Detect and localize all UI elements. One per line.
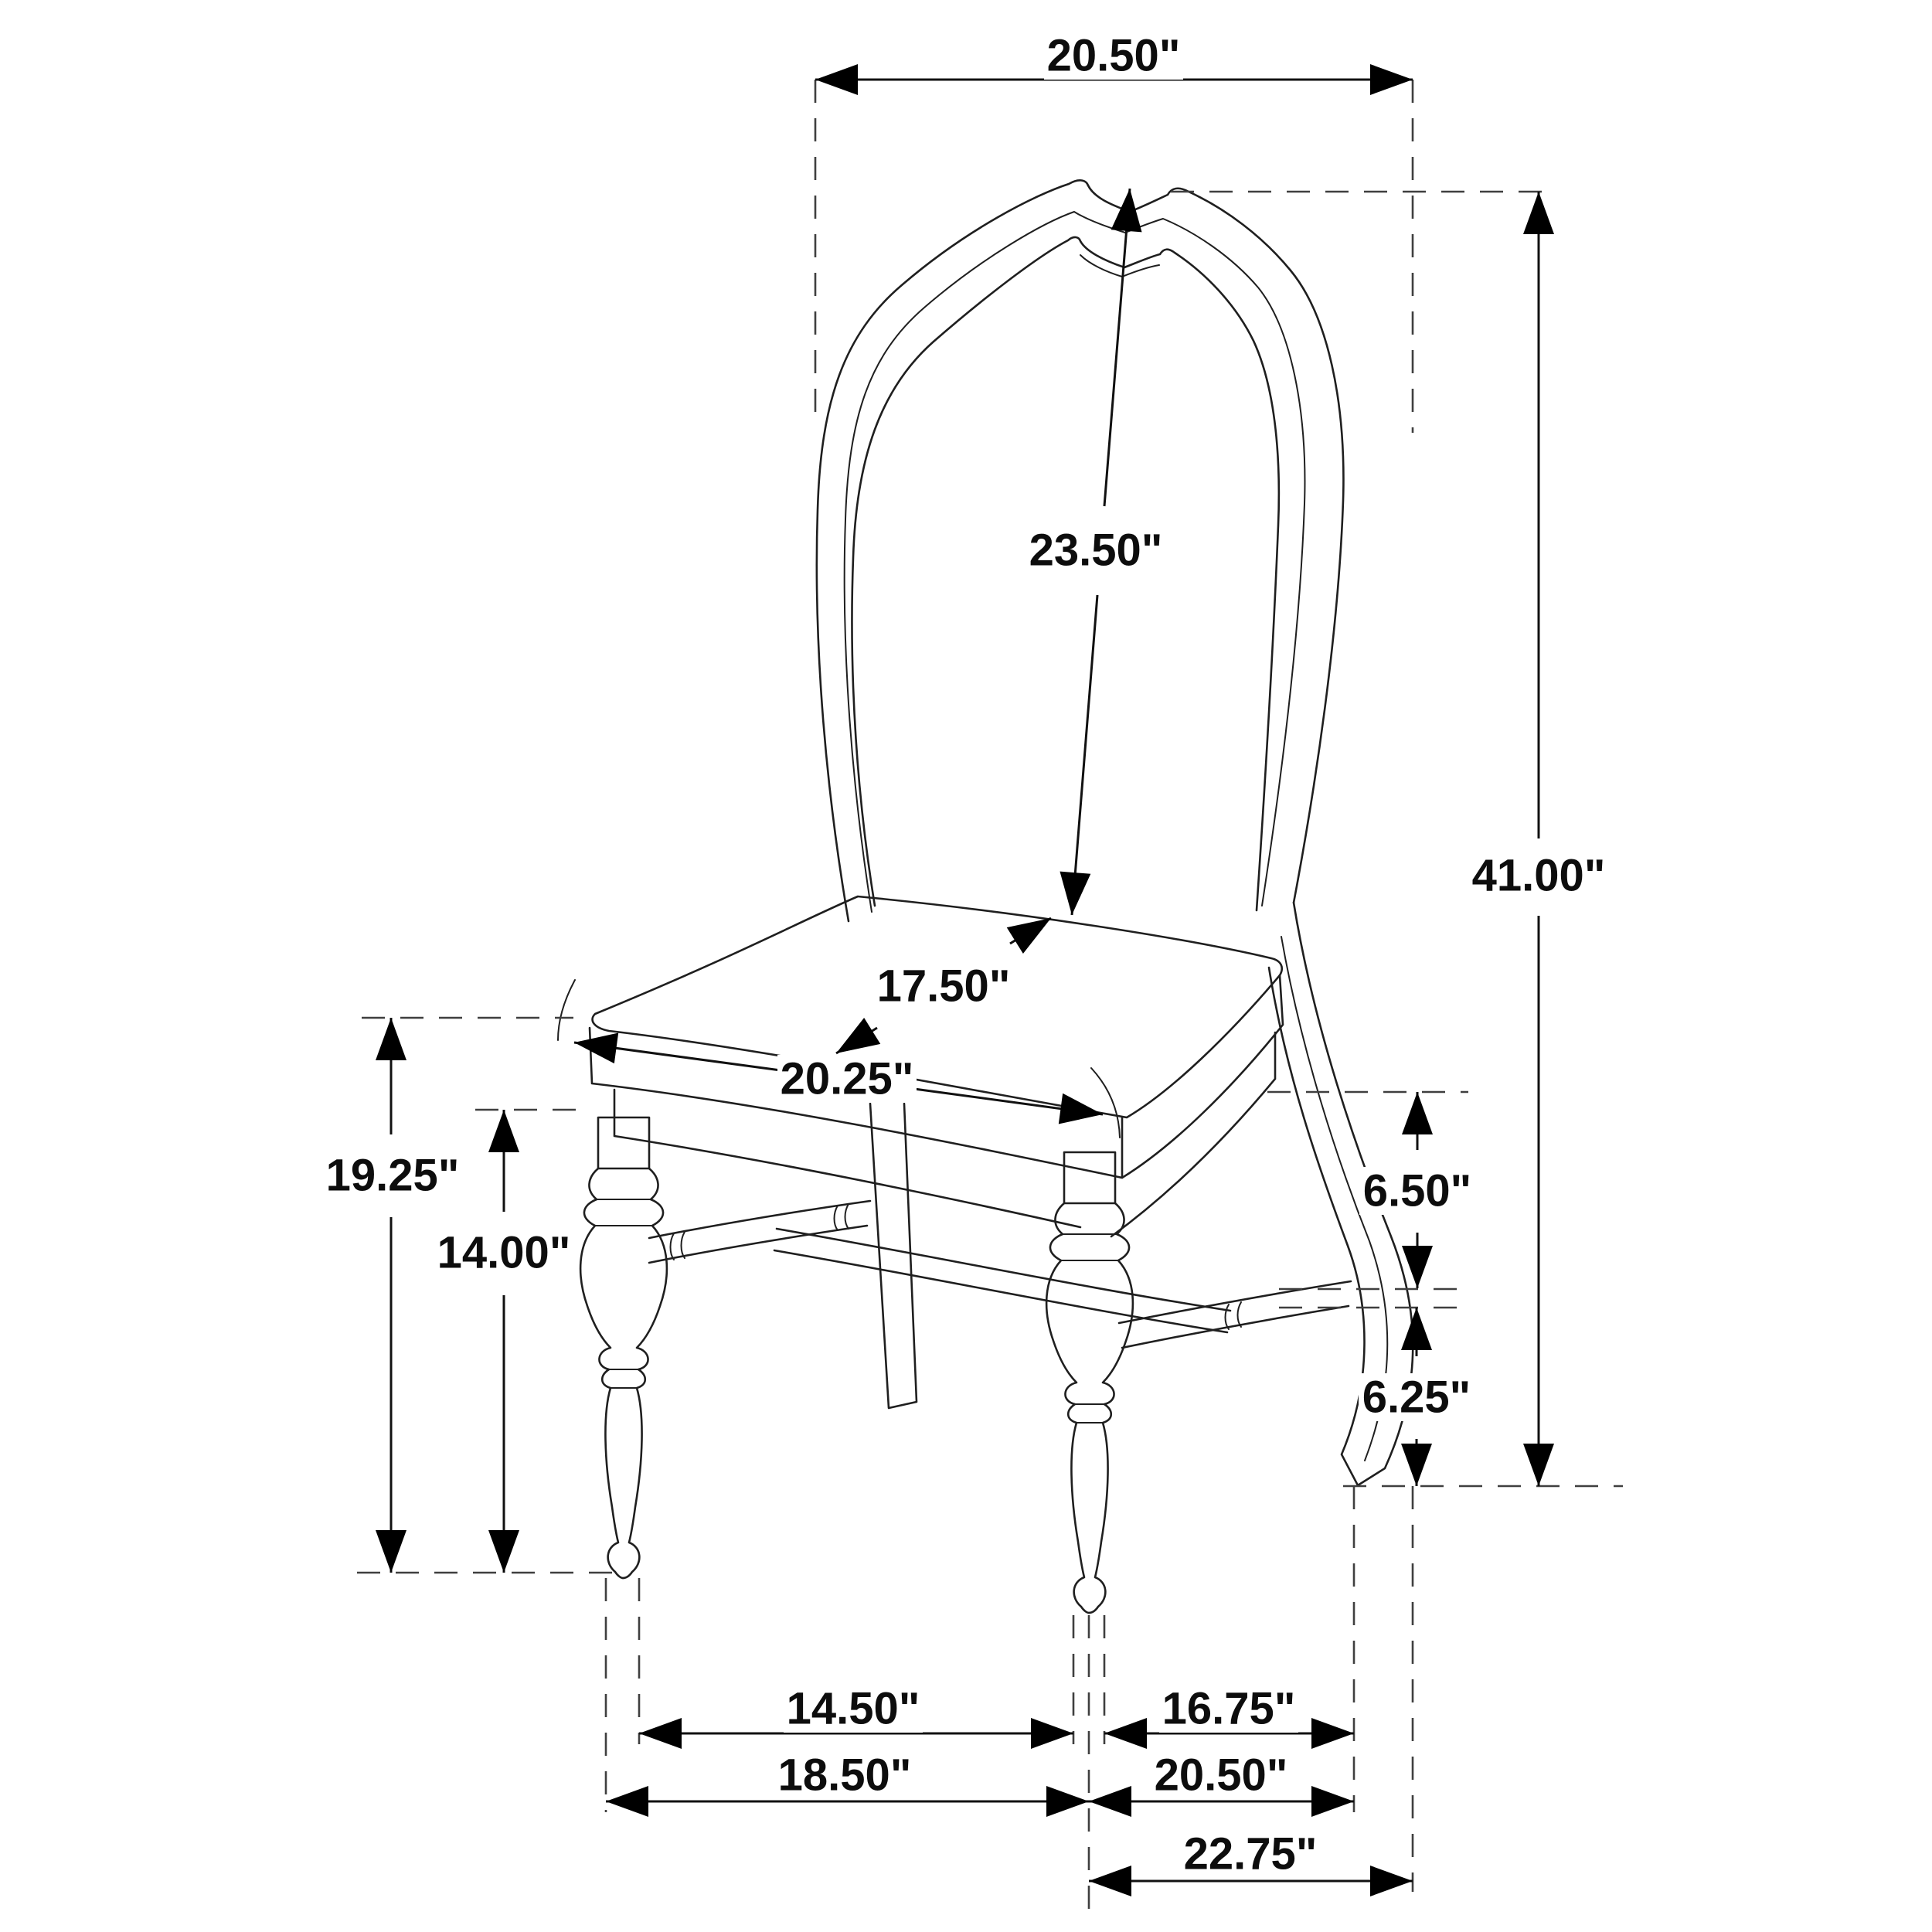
dim-label-seat-to-stretcher: 6.50" <box>1362 1165 1472 1216</box>
dim-label-seat-depth: 17.50" <box>876 961 1011 1012</box>
dim-line-seat-width-right <box>914 1089 1103 1114</box>
chair-line-art <box>558 180 1413 1613</box>
dim-label-front-back-inner: 14.50" <box>786 1683 920 1734</box>
dim-label-side-inner: 16.75" <box>1162 1683 1296 1734</box>
dim-label-seat-width: 20.25" <box>780 1053 914 1104</box>
dim-line-seat-depth-left <box>836 1028 877 1053</box>
dim-line-seat-depth-right <box>1010 918 1051 944</box>
dim-line-back-height-upper <box>1104 189 1130 506</box>
dim-line-seat-width-left <box>574 1043 781 1070</box>
dimension-labels <box>323 31 1608 1879</box>
chair-cross-stretcher <box>774 1229 1230 1332</box>
dim-label-seat-height: 19.25" <box>325 1150 460 1201</box>
chair-front-right-leg <box>1046 1152 1133 1613</box>
chair-back-left-leg <box>870 1104 917 1408</box>
chair-apron <box>614 1032 1275 1236</box>
dim-label-stretcher-to-floor: 6.25" <box>1362 1372 1471 1423</box>
dim-label-back-width: 20.50" <box>1046 30 1181 81</box>
dim-label-leg-height: 14.00" <box>437 1227 571 1278</box>
chair-front-left-leg <box>580 1117 667 1578</box>
dim-label-back-height: 23.50" <box>1029 525 1163 576</box>
dim-label-front-back-outer: 18.50" <box>777 1750 912 1801</box>
chair-right-stretcher <box>1119 1281 1351 1348</box>
dim-label-overall-depth: 22.75" <box>1183 1828 1318 1879</box>
dim-label-overall-height: 41.00" <box>1471 850 1606 901</box>
dim-label-side-outer: 20.50" <box>1154 1750 1288 1801</box>
dim-line-back-height-lower <box>1072 595 1097 915</box>
